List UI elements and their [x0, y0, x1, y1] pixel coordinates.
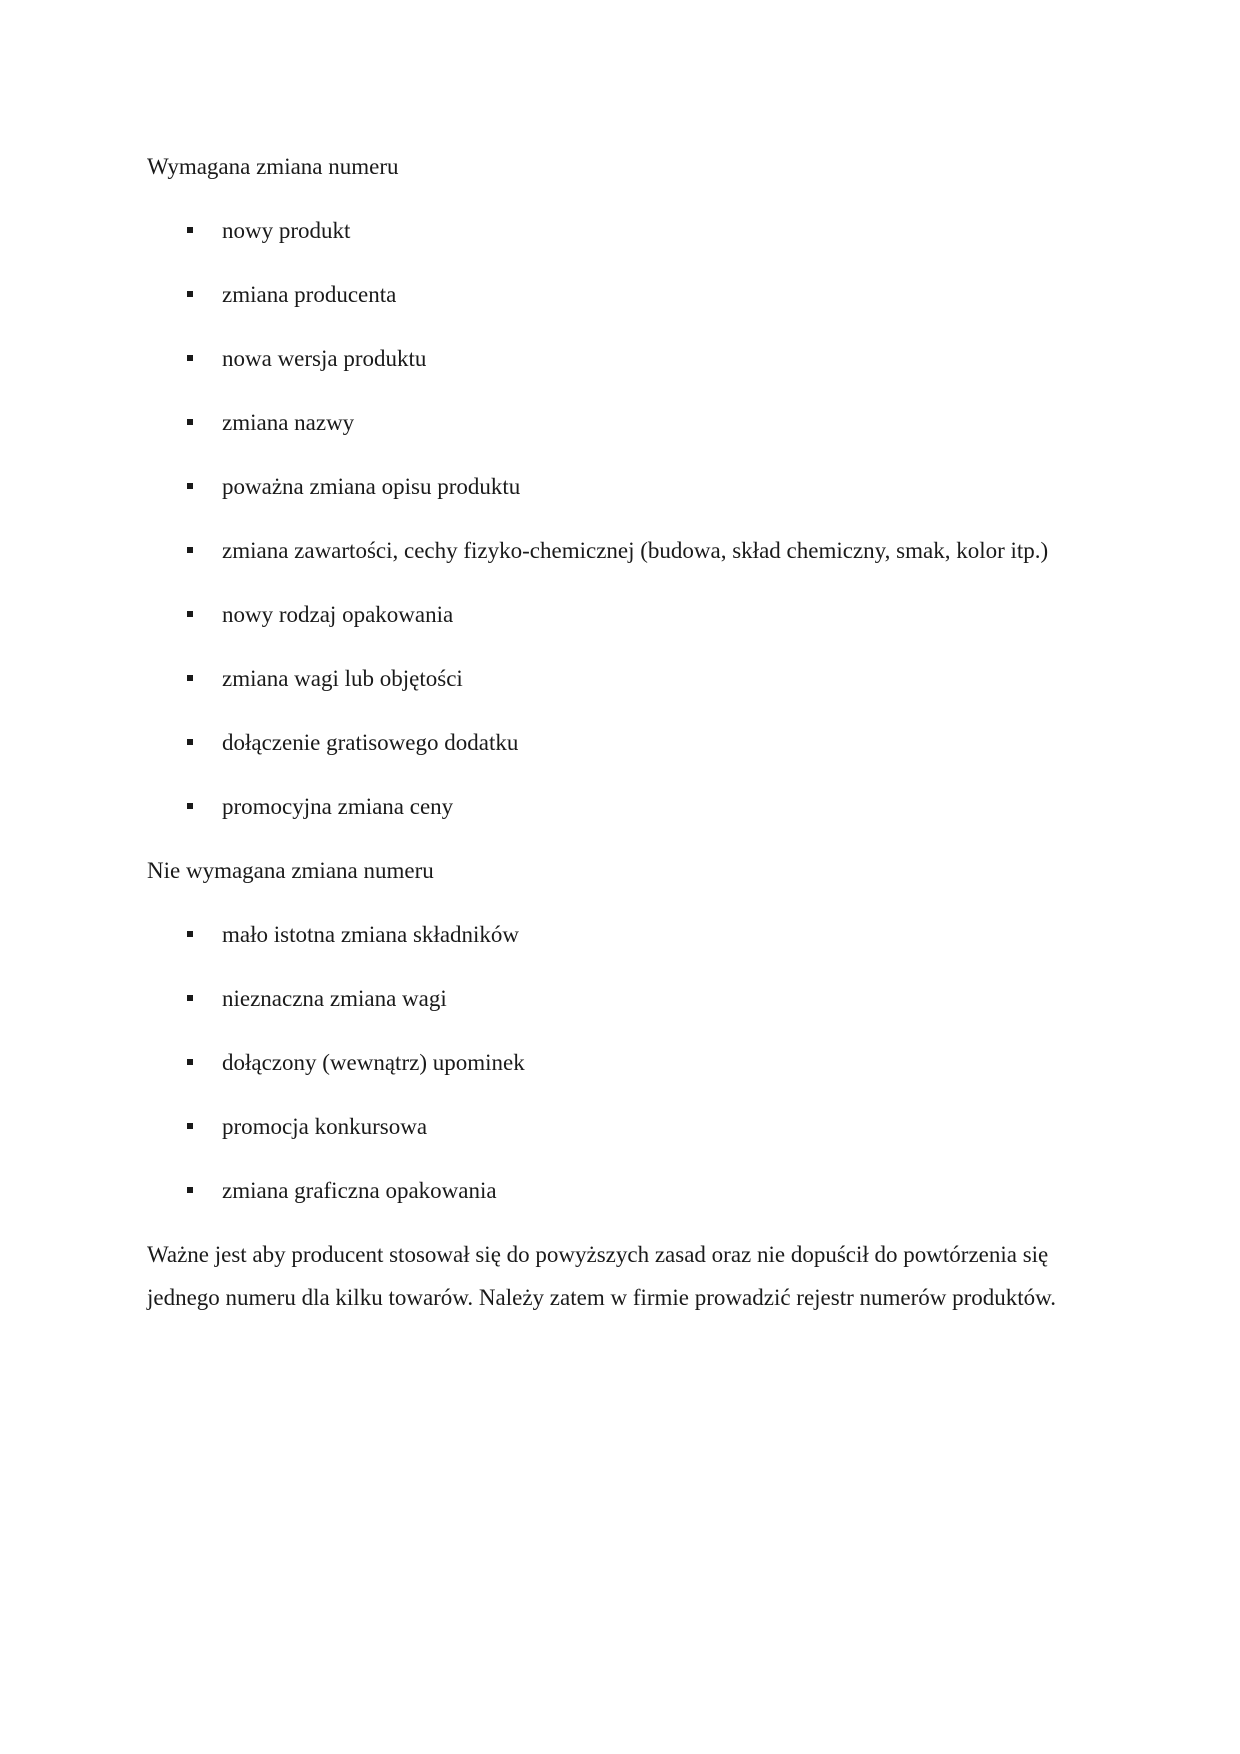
list-item: promocja konkursowa: [147, 1105, 1087, 1148]
square-bullet-icon: [187, 1123, 193, 1129]
square-bullet-icon: [187, 739, 193, 745]
list-item: mało istotna zmiana składników: [147, 913, 1087, 956]
square-bullet-icon: [187, 355, 193, 361]
square-bullet-icon: [187, 1059, 193, 1065]
square-bullet-icon: [187, 931, 193, 937]
square-bullet-icon: [187, 227, 193, 233]
closing-paragraph: Ważne jest aby producent stosował się do powyższych zasad oraz nie dopuścił do powtórzenia się jednego numeru dla kilku towarów. Należy zatem w firmie prowadzić rejestr numerów produktów.: [147, 1242, 1057, 1310]
list-item: nowa wersja produktu: [147, 337, 1087, 380]
square-bullet-icon: [187, 547, 193, 553]
square-bullet-icon: [187, 611, 193, 617]
section-heading-not-required: Nie wymagana zmiana numeru: [147, 858, 434, 883]
list-item: promocyjna zmiana ceny: [147, 785, 1087, 828]
square-bullet-icon: [187, 803, 193, 809]
list-item: nowy rodzaj opakowania: [147, 593, 1087, 636]
section-heading-required: Wymagana zmiana numeru: [147, 154, 399, 179]
list-item: poważna zmiana opisu produktu: [147, 465, 1087, 508]
list-item: nieznaczna zmiana wagi: [147, 977, 1087, 1020]
square-bullet-icon: [187, 995, 193, 1001]
list-item: zmiana wagi lub objętości: [147, 657, 1087, 700]
document-content: [147, 145, 1087, 1319]
list-item: zmiana graficzna opakowania: [147, 1169, 1087, 1212]
required-change-list: [147, 209, 1087, 828]
list-item: zmiana producenta: [147, 273, 1087, 316]
list-item: zmiana nazwy: [147, 401, 1087, 444]
not-required-change-list: [147, 913, 1087, 1212]
square-bullet-icon: [187, 419, 193, 425]
list-item: nowy produkt: [147, 209, 1087, 252]
list-item: zmiana zawartości, cechy fizyko-chemicznej (budowa, skład chemiczny, smak, kolor itp.): [147, 529, 1087, 572]
square-bullet-icon: [187, 483, 193, 489]
list-item: dołączony (wewnątrz) upominek: [147, 1041, 1087, 1084]
list-item: dołączenie gratisowego dodatku: [147, 721, 1087, 764]
square-bullet-icon: [187, 1187, 193, 1193]
square-bullet-icon: [187, 675, 193, 681]
square-bullet-icon: [187, 291, 193, 297]
